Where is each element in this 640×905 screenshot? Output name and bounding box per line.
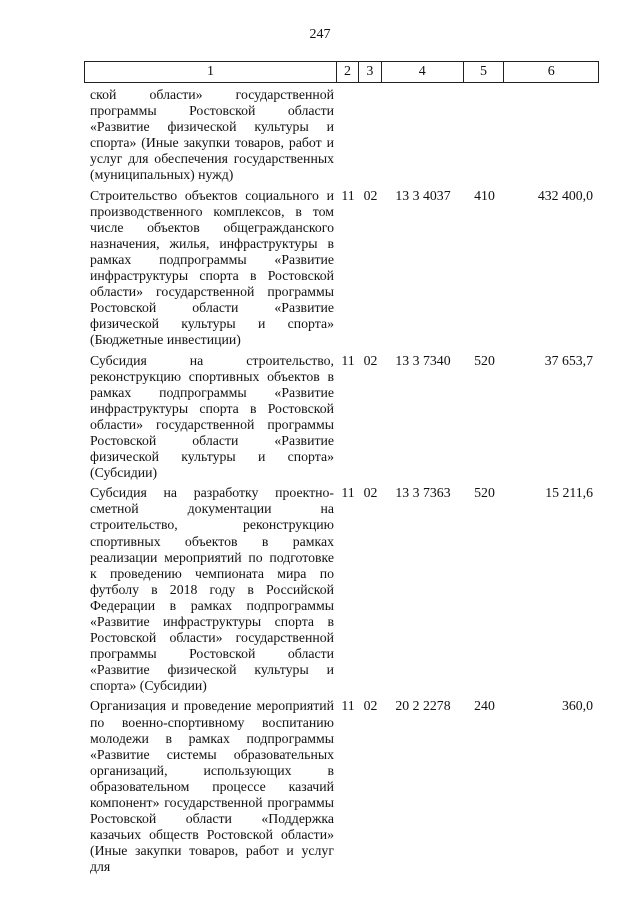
row-section: 11 [341, 485, 355, 501]
row-description: Субсидия на разработку проектно-сметной документации на строительство, реконструкцию спортивных объектов в рамках реализации мероприятий по подготовке к проведению чемпионата мира по футболу в 2018 году в Российской Федерации в рамках подпрограммы «Развитие инфраструктуры спорта в Ростовской области» государственной программы Ростовской области «Развитие физической культуры и спорта» (Субсидии) [90, 485, 334, 694]
row-amount: 432 400,0 [537, 187, 593, 203]
row-subsection: 02 [363, 352, 378, 368]
row-description: ской области» государственной программы Ростовской области «Развитие физической культуры и спорта» (Иные закупки товаров, работ и услуг для обеспечения государственных (муниципальных) нужд) [90, 87, 334, 183]
row-amount [505, 87, 599, 184]
row-amount: 15 211,6 [545, 485, 593, 501]
table-row [84, 353, 599, 482]
header-cell-2: 2 [337, 62, 359, 82]
row-expense-type: 240 [474, 698, 495, 714]
row-subsection: 02 [363, 698, 378, 714]
header-cell-6: 6 [547, 64, 555, 79]
row-description: Организация и проведение мероприятий по военно-спортивному воспитанию молодежи в рамках подпрограммы «Развитие системы образовательных организаций, использующих в образовательном процессе казачий компонент» государственной программы Ростовской области «Поддержка казачьих обществ Ростовской области» (Иные закупки товаров, работ и услуг для [90, 698, 334, 875]
row-subsection: 02 [363, 485, 378, 501]
row-section: 11 [341, 352, 355, 368]
row-amount: 360,0 [561, 698, 593, 714]
table-row [84, 188, 599, 349]
row-target-article [382, 87, 464, 184]
row-target-article: 13 3 7340 [395, 352, 451, 368]
page-number: 247 [309, 27, 331, 42]
row-subsection [359, 87, 382, 184]
row-subsection: 02 [363, 187, 378, 203]
budget-table [84, 61, 599, 876]
header-cell-1: 1 [85, 62, 337, 82]
row-expense-type: 520 [474, 352, 495, 368]
table-row [84, 87, 599, 184]
header-cell-3: 3 [359, 62, 382, 82]
row-section: 11 [341, 698, 355, 714]
row-target-article: 20 2 2278 [395, 698, 451, 714]
row-target-article: 13 3 7363 [395, 485, 451, 501]
row-section: 11 [341, 187, 355, 203]
row-expense-type: 410 [474, 187, 495, 203]
table-header [84, 61, 599, 83]
table-row [84, 485, 599, 694]
row-description: Строительство объектов социального и производственного комплексов, в том числе объектов общегражданского назначения, жилья, инфраструктуры в рамках подпрограммы «Развитие инфраструктуры спорта в Ростовской области» государственной программы Ростовской области «Развитие физической культуры и спорта» (Бюджетные инвестиции) [90, 187, 334, 348]
row-description: Субсидия на строительство, реконструкцию спортивных объектов в рамках подпрограммы «Развитие инфраструктуры спорта в Ростовской области» государственной программы Ростовской области «Развитие физической культуры и спорта» (Субсидии) [90, 352, 334, 481]
row-amount: 37 653,7 [544, 352, 593, 368]
header-cell-5: 5 [464, 62, 505, 82]
row-section [337, 87, 359, 184]
table-row [84, 698, 599, 875]
row-expense-type: 520 [474, 485, 495, 501]
row-expense-type [464, 87, 505, 184]
header-cell-4: 4 [382, 62, 464, 82]
row-target-article: 13 3 4037 [395, 187, 451, 203]
